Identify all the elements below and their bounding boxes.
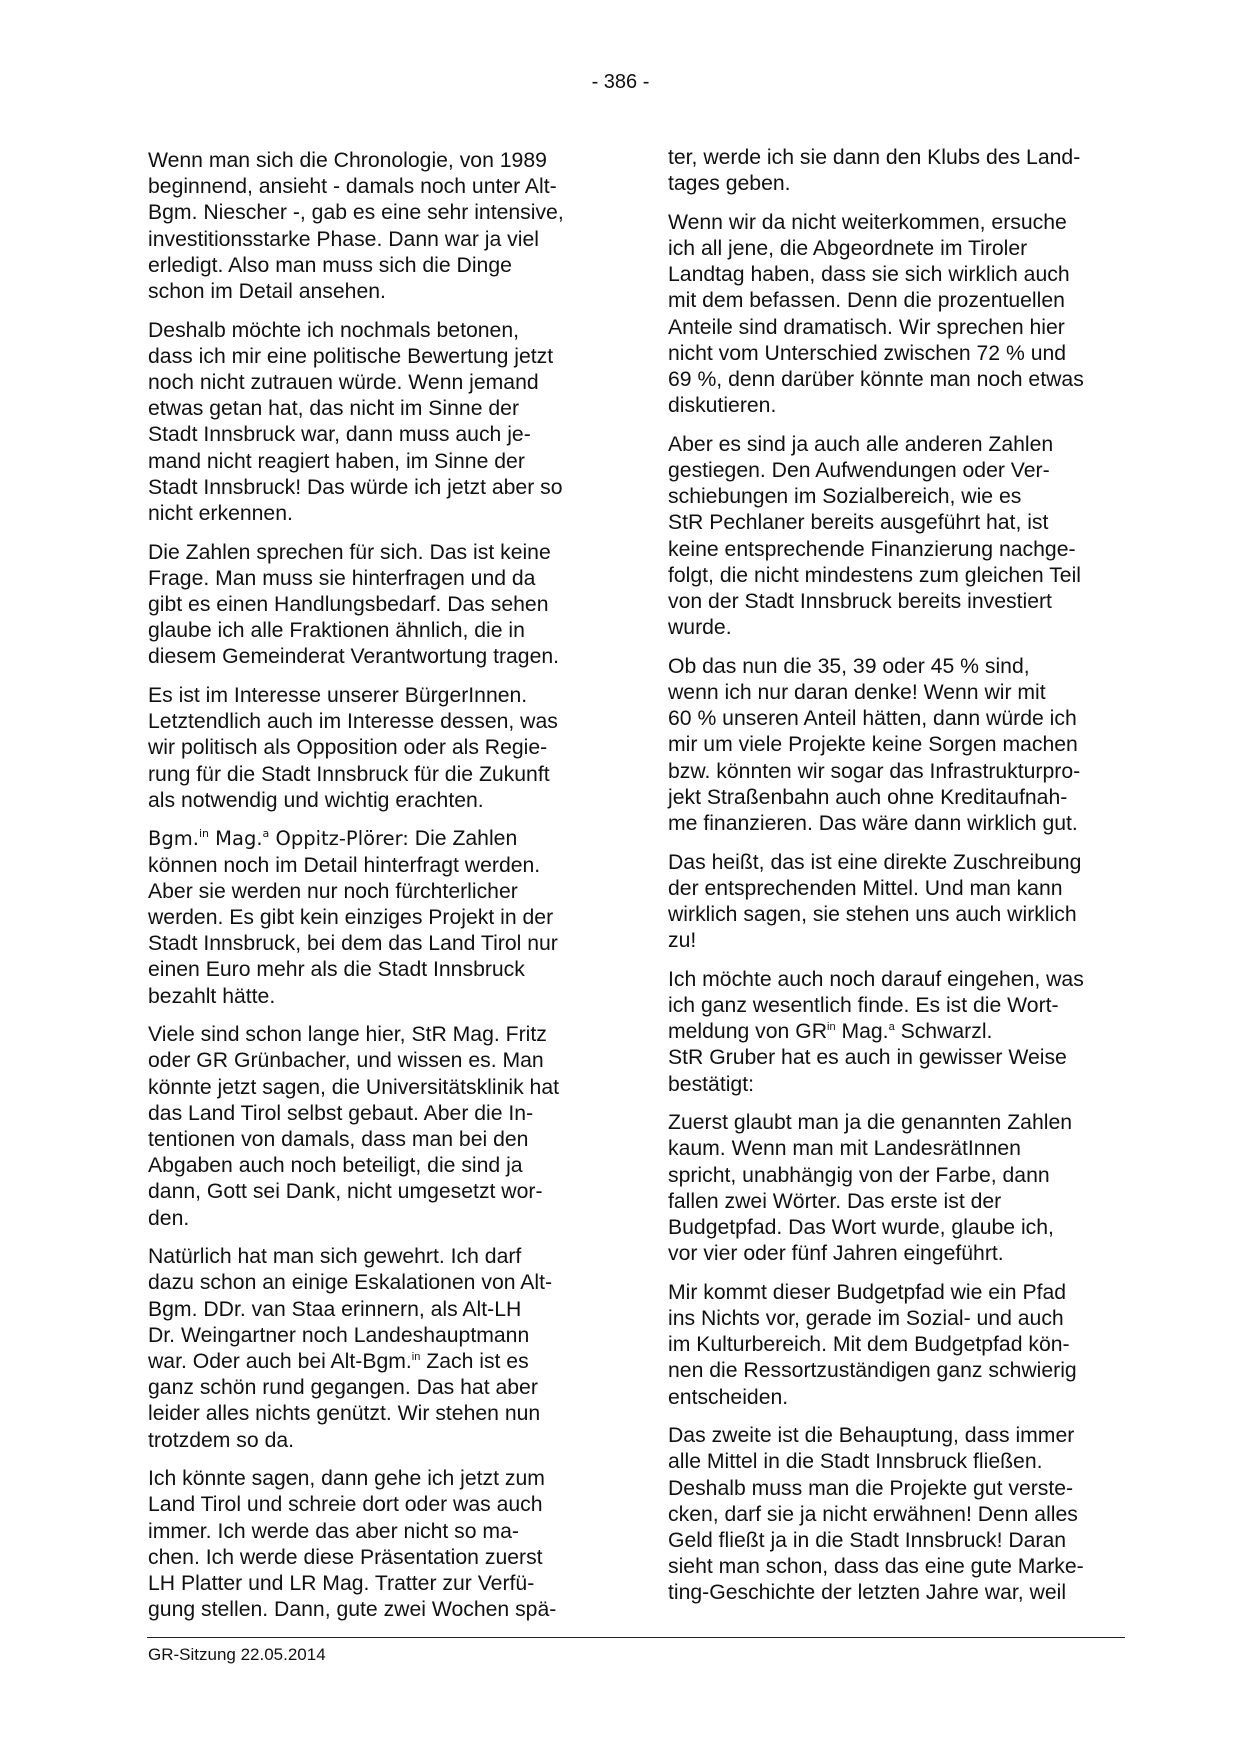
paragraph-text: Schwarzl. StR Gruber hat es auch in gewisser Weise bestätigt:: [668, 1020, 1067, 1096]
paragraph: Wenn wir da nicht weiterkommen, ersuche ich all jene, die Abgeordnete im Tiroler Landtag haben, dass sie sich wirklich auch mit dem befassen. Denn die prozentuellen Anteile sind dramatisch. Wir sprechen hier nicht vom Unterschied zwischen 72 % und 69 %, denn darüber könnte man noch etwas diskutieren.: [668, 210, 1084, 418]
paragraph: Die Zahlen sprechen für sich. Das ist keine Frage. Man muss sie hinterfragen und da gibt es einen Handlungsbedarf. Das sehen glaube ich alle Fraktionen ähnlich, die in diesem Gemeinderat Verantwortung tragen.: [148, 540, 560, 669]
page-number: - 386 -: [591, 71, 650, 93]
paragraph: ter, werde ich sie dann den Klubs des Land- tages geben.: [668, 146, 1081, 196]
superscript: in: [411, 1351, 421, 1364]
speaker-name: [148, 827, 409, 850]
paragraph-text: Zach ist es ganz schön rund gegangen. Das hat aber leider alles nichts genützt. Wir stehen nun trotzdem so da.: [148, 1350, 541, 1452]
paragraph: [668, 967, 1123, 1098]
paragraph: Ob das nun die 35, 39 oder 45 % sind, wenn ich nur daran denke! Wenn wir mit 60 % unseren Anteil hätten, dann würde ich mir um viele Projekte keine Sorgen machen bzw. könnten wir sogar das Infrastrukturpro- jekt Straßenbahn auch ohne Kreditaufnah- me finanzieren. Das wäre dann wirklich gut.: [668, 654, 1081, 836]
right-column: [668, 148, 1123, 1619]
paragraph: Mir kommt dieser Budgetpfad wie ein Pfad ins Nichts vor, gerade im Sozial- und auch im Kulturbereich. Mit dem Budgetpfad kön- nen die Ressortzuständigen ganz schwierig entscheiden.: [668, 1280, 1077, 1409]
superscript: a: [262, 827, 270, 841]
speaker-degree: Mag.: [208, 827, 263, 851]
superscript: in: [827, 1021, 836, 1034]
speaker-surname: Oppitz-Plörer:: [269, 827, 409, 851]
paragraph: Viele sind schon lange hier, StR Mag. Fritz oder GR Grünbacher, und wissen es. Man könnte jetzt sagen, die Universitätsklinik hat das Land Tirol selbst gebaut. Aber die In- tentionen von damals, dass man bei den Abgaben auch noch beteiligt, die sind ja dann, Gott sei Dank, nicht umgesetzt wor- den.: [148, 1023, 560, 1230]
paragraph: Ich könnte sagen, dann gehe ich jetzt zum Land Tirol und schreie dort oder was auch immer. Ich werde das aber nicht so ma- chen. Ich werde diese Präsentation zuerst LH Platter und LR Mag. Tratter zur Verfü- gung stellen. Dann, gute zwei Wochen spä-: [148, 1467, 557, 1622]
paragraph-text: Ich möchte auch noch darauf eingehen, was ich ganz wesentlich finde. Es ist die Wort- meldung von GR: [668, 967, 1084, 1044]
footer-divider: [147, 1637, 1125, 1638]
paragraph-text: Natürlich hat man sich gewehrt. Ich darf dazu schon an einige Eskalationen von Alt- Bgm. DDr. van Staa erinnern, als Alt-LH Dr. Weingartner noch Landeshauptmann war. Oder auch bei Alt-Bgm.: [148, 1245, 553, 1374]
paragraph: Zuerst glaubt man ja die genannten Zahlen kaum. Wenn man mit LandesrätInnen spricht, unabhängig von der Farbe, dann fallen zwei Wörter. Das erste ist der Budgetpfad. Das Wort wurde, glaube ich, vor vier oder fünf Jahren eingeführt.: [668, 1111, 1073, 1266]
paragraph: Deshalb möchte ich nochmals betonen, dass ich mir eine politische Bewertung jetzt noch nicht zutrauen würde. Wenn jemand etwas getan hat, das nicht im Sinne der Stadt Innsbruck war, dann muss auch je- mand nicht reagiert haben, im Sinne der Stadt Innsbruck! Das würde ich jetzt aber so nicht erkennen.: [148, 318, 563, 526]
paragraph: [148, 1244, 600, 1454]
speaker-title: Bgm.: [148, 827, 199, 851]
paragraph: Aber es sind ja auch alle anderen Zahlen gestiegen. Den Aufwendungen oder Ver- schiebungen im Sozialbereich, wie es StR Pechlaner bereits ausgeführt hat, ist keine entsprechende Finanzierung nachge- folgt, die nicht mindestens zum gleichen Teil von der Stadt Innsbruck bereits investiert wurde.: [668, 432, 1081, 640]
superscript: in: [198, 827, 209, 841]
paragraph: Wenn man sich die Chronologie, von 1989 beginnend, ansieht - damals noch unter Alt- Bgm. Niescher -, gab es eine sehr intensive, investitionsstarke Phase. Dann war ja viel erledigt. Also man muss sich die Dinge schon im Detail ansehen.: [148, 149, 564, 304]
left-column: [148, 148, 600, 1636]
paragraph: Es ist im Interesse unserer BürgerInnen. Letztendlich auch im Interesse dessen, was wir politisch als Opposition oder als Regie- rung für die Stadt Innsbruck für die Zukunft als notwendig und wichtig erachten.: [148, 684, 558, 812]
superscript: a: [888, 1021, 895, 1034]
paragraph: Das zweite ist die Behauptung, dass immer alle Mittel in die Stadt Innsbruck fließen. Deshalb muss man die Projekte gut verste- cken, darf sie ja nicht erwähnen! Denn alles Geld fließt ja in die Stadt Innsbruck! Daran sieht man schon, dass das eine gute Marke- ting-Geschichte der letzten Jahre war, weil: [668, 1424, 1084, 1605]
paragraph-text: Mag.: [835, 1020, 889, 1044]
speech-text: Die Zahlen können noch im Detail hinterfragt werden. Aber sie werden nur noch fürchterlicher werden. Es gibt kein einziges Projekt in der Stadt Innsbruck, bei dem das Land Tirol nur einen Euro mehr als die Stadt Innsbruck bezahlt hätte.: [148, 827, 558, 1008]
paragraph: Das heißt, das ist eine direkte Zuschreibung der entsprechenden Mittel. Und man kann wirklich sagen, sie stehen uns auch wirklich zu!: [668, 850, 1082, 953]
paragraph-speaker-mayor: [148, 826, 600, 1009]
footer-session-date: GR-Sitzung 22.05.2014: [148, 1645, 326, 1664]
